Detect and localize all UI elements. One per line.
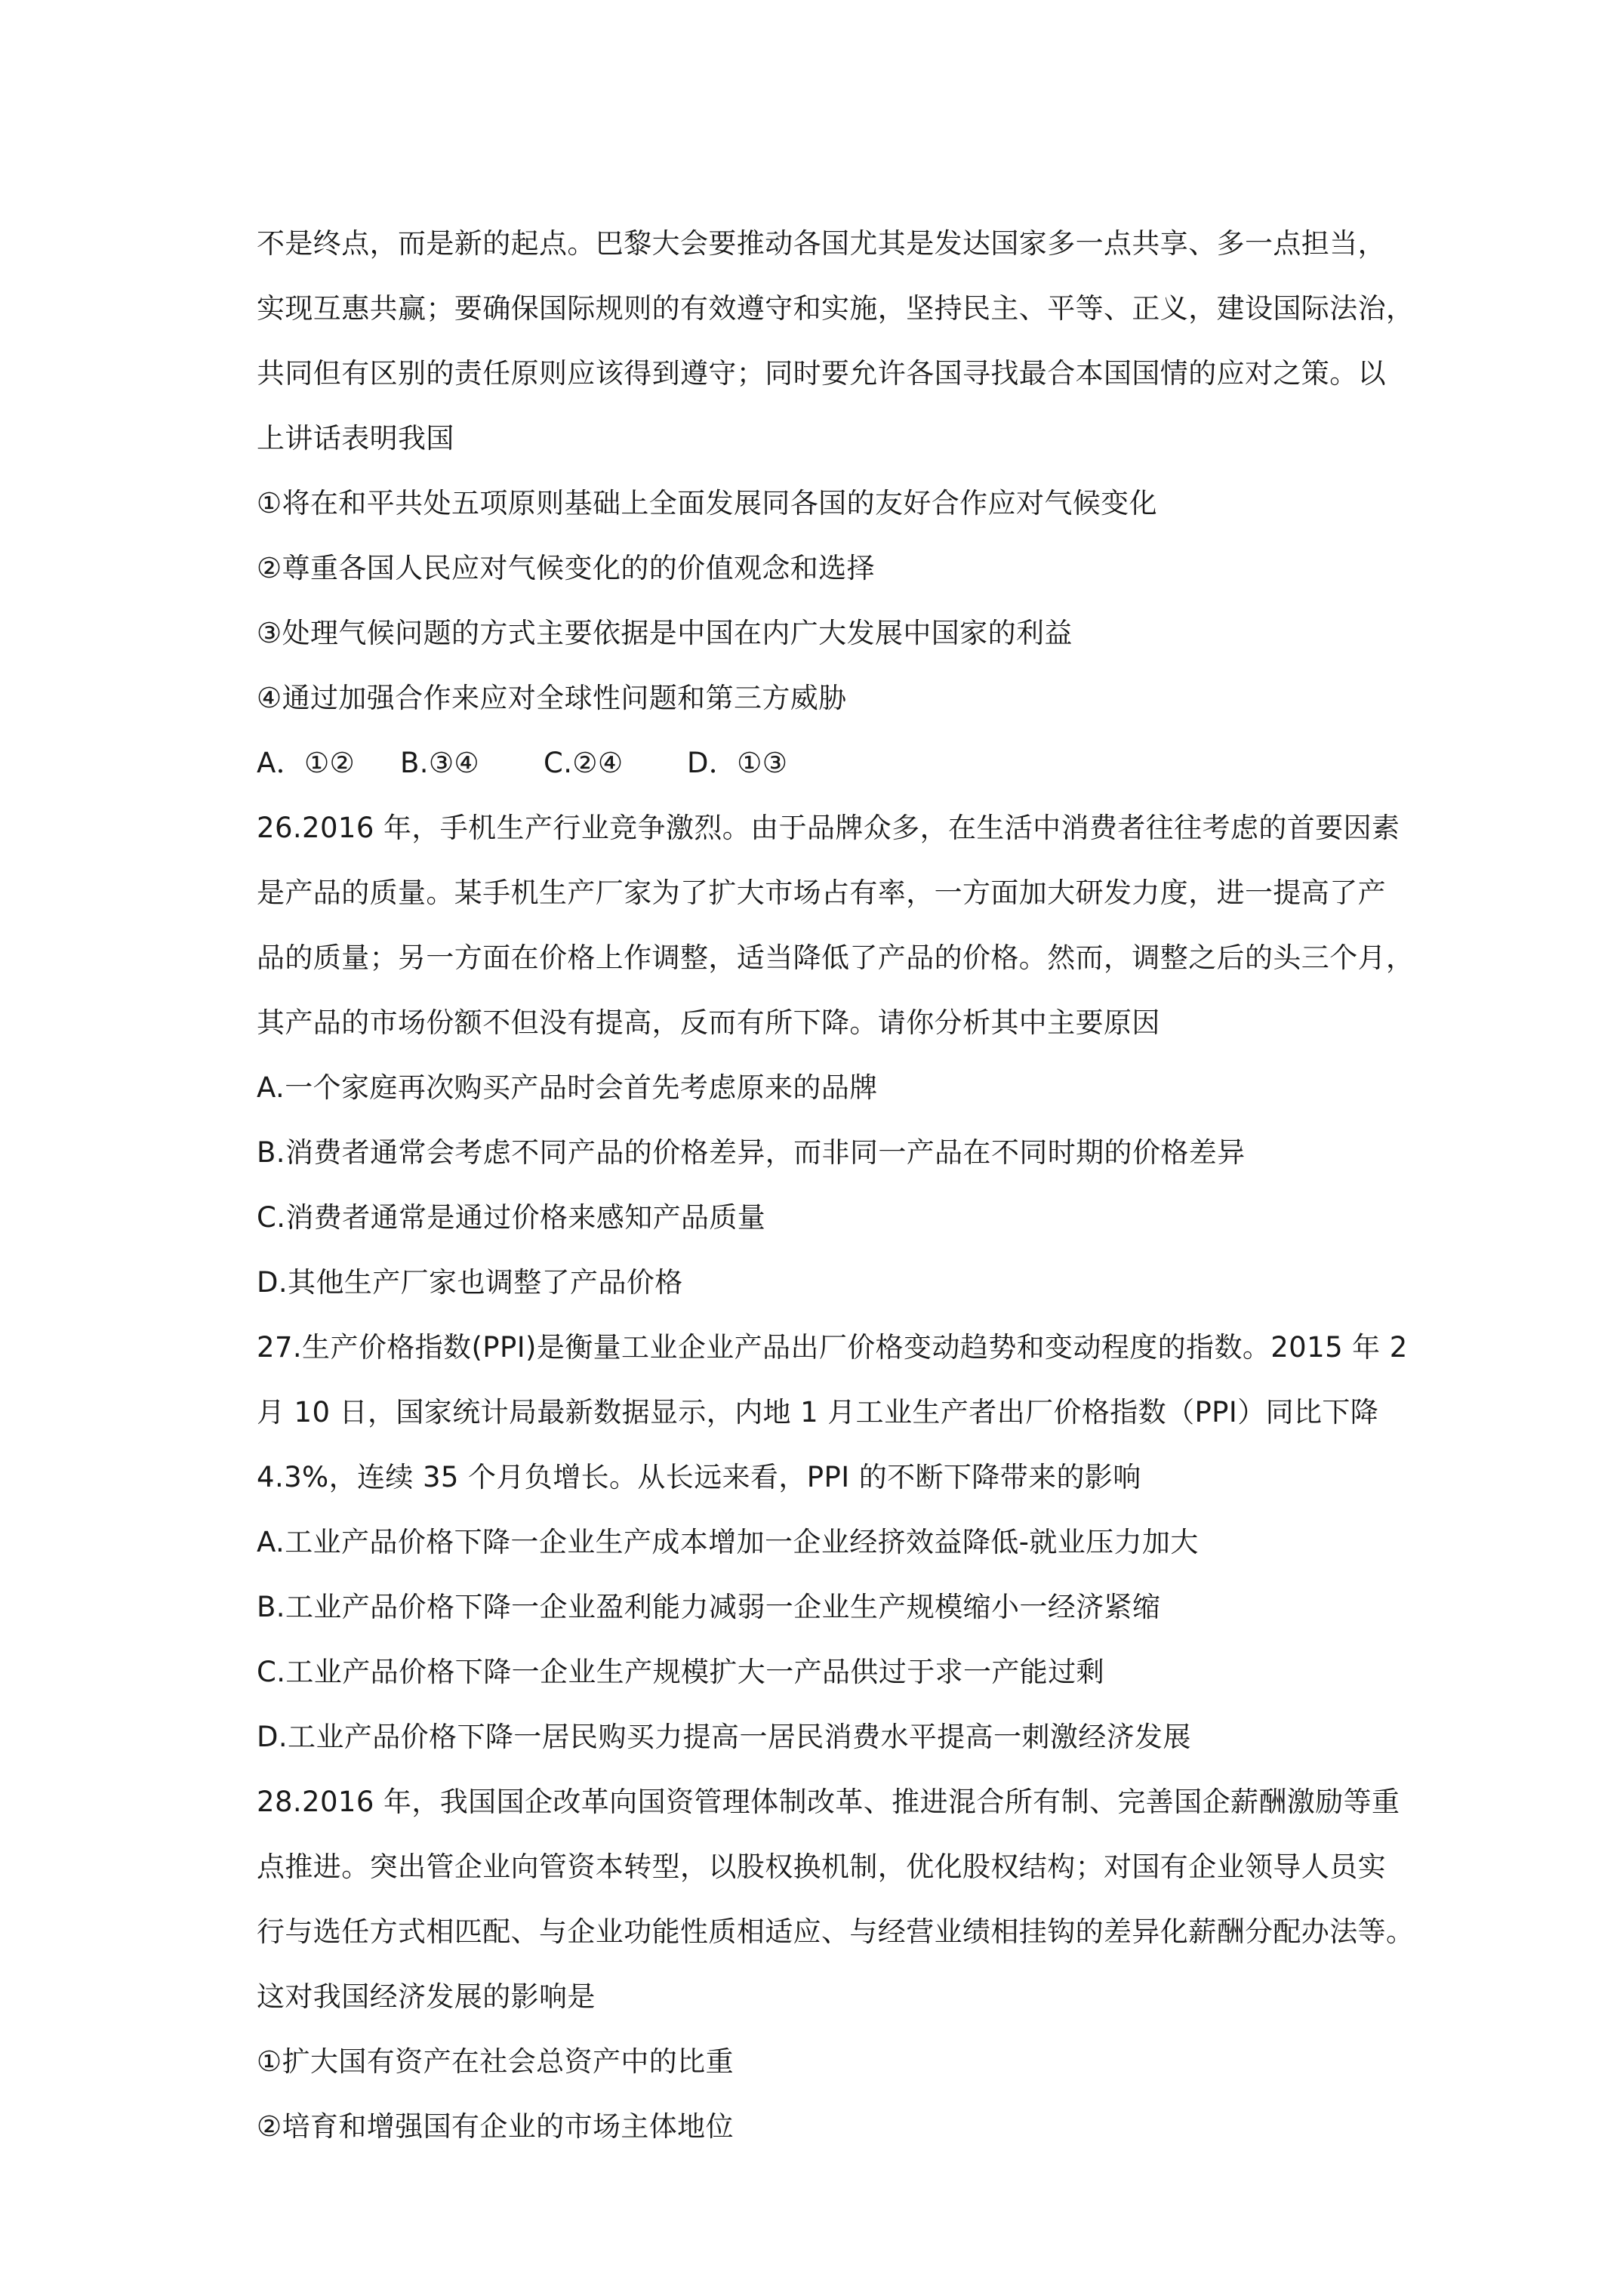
q28-stem-line: 点推进。突出管企业向管资本转型，以股权换机制，优化股权结构；对国有企业领导人员实 xyxy=(257,1851,1386,1883)
q28-statement: ①扩大国有资产在社会总资产中的比重 xyxy=(257,2045,734,2078)
q25-option-b: B.③④ xyxy=(400,747,480,779)
q27-option-c: C.工业产品价格下降一企业生产规模扩大一产品供过于求一产能过剩 xyxy=(257,1656,1104,1688)
q25-option-d: D．①③ xyxy=(687,747,788,779)
q27-stem-line: 月 10 日，国家统计局最新数据显示，内地 1 月工业生产者出厂价格指数（PPI）同比下降 xyxy=(257,1396,1379,1428)
q27-option-d: D.工业产品价格下降一居民购买力提高一居民消费水平提高一刺激经济发展 xyxy=(257,1721,1191,1753)
exam-text xyxy=(257,211,1415,2159)
q25-statement: ①将在和平共处五项原则基础上全面发展同各国的友好合作应对气候变化 xyxy=(257,487,1157,519)
q25-option-a: A．①② xyxy=(257,747,356,779)
q27-option-b: B.工业产品价格下降一企业盈利能力减弱一企业生产规模缩小一经济紧缩 xyxy=(257,1591,1161,1623)
q25-stem-line: 上讲话表明我国 xyxy=(257,422,454,455)
q28-stem-line: 28.2016 年，我国国企改革向国资管理体制改革、推进混合所有制、完善国企薪酬激励等重 xyxy=(257,1786,1400,1818)
q27-stem-line: 4.3%，连续 35 个月负增长。从长远来看，PPI 的不断下降带来的影响 xyxy=(257,1461,1141,1493)
q25-option-c: C.②④ xyxy=(544,747,624,779)
q26-stem-line: 品的质量；另一方面在价格上作调整，适当降低了产品的价格。然而，调整之后的头三个月， xyxy=(257,942,1415,974)
q26-stem-line: 26.2016 年，手机生产行业竞争激烈。由于品牌众多，在生活中消费者往往考虑的首要因素 xyxy=(257,812,1400,844)
q26-stem-line: 其产品的市场份额不但没有提高，反而有所下降。请你分析其中主要原因 xyxy=(257,1006,1160,1039)
q27-option-a: A.工业产品价格下降一企业生产成本增加一企业经挤效益降低-就业压力加大 xyxy=(257,1526,1199,1558)
q25-statement: ②尊重各国人民应对气候变化的的价值观念和选择 xyxy=(257,552,875,584)
q28-stem-line: 行与选任方式相匹配、与企业功能性质相适应、与经营业绩相挂钩的差异化薪酬分配办法等。 xyxy=(257,1915,1415,1948)
q28-statement: ②培育和增强国有企业的市场主体地位 xyxy=(257,2110,734,2143)
q27-stem-line: 27.生产价格指数(PPI)是衡量工业企业产品出厂价格变动趋势和变动程度的指数。2015 年 2 xyxy=(257,1331,1408,1364)
q25-stem-line: 不是终点，而是新的起点。巴黎大会要推动各国尤其是发达国家多一点共享、多一点担当， xyxy=(257,227,1386,260)
q26-option-d: D.其他生产厂家也调整了产品价格 xyxy=(257,1266,683,1299)
q26-option-b: B.消费者通常会考虑不同产品的价格差异，而非同一产品在不同时期的价格差异 xyxy=(257,1136,1246,1169)
q25-statement: ③处理气候问题的方式主要依据是中国在内广大发展中国家的利益 xyxy=(257,617,1073,649)
q26-option-a: A.一个家庭再次购买产品时会首先考虑原来的品牌 xyxy=(257,1071,878,1104)
q26-option-c: C.消费者通常是通过价格来感知产品质量 xyxy=(257,1201,766,1234)
q25-stem-line: 实现互惠共赢；要确保国际规则的有效遵守和实施，坚持民主、平等、正义，建设国际法治， xyxy=(257,292,1415,325)
q25-options xyxy=(257,731,1389,796)
q25-stem-line: 共同但有区别的责任原则应该得到遵守；同时要允许各国寻找最合本国国情的应对之策。以 xyxy=(257,357,1386,390)
q25-statement: ④通过加强合作来应对全球性问题和第三方威胁 xyxy=(257,682,847,714)
q26-stem-line: 是产品的质量。某手机生产厂家为了扩大市场占有率，一方面加大研发力度，进一提高了产 xyxy=(257,877,1386,909)
q28-stem-line: 这对我国经济发展的影响是 xyxy=(257,1980,596,2013)
